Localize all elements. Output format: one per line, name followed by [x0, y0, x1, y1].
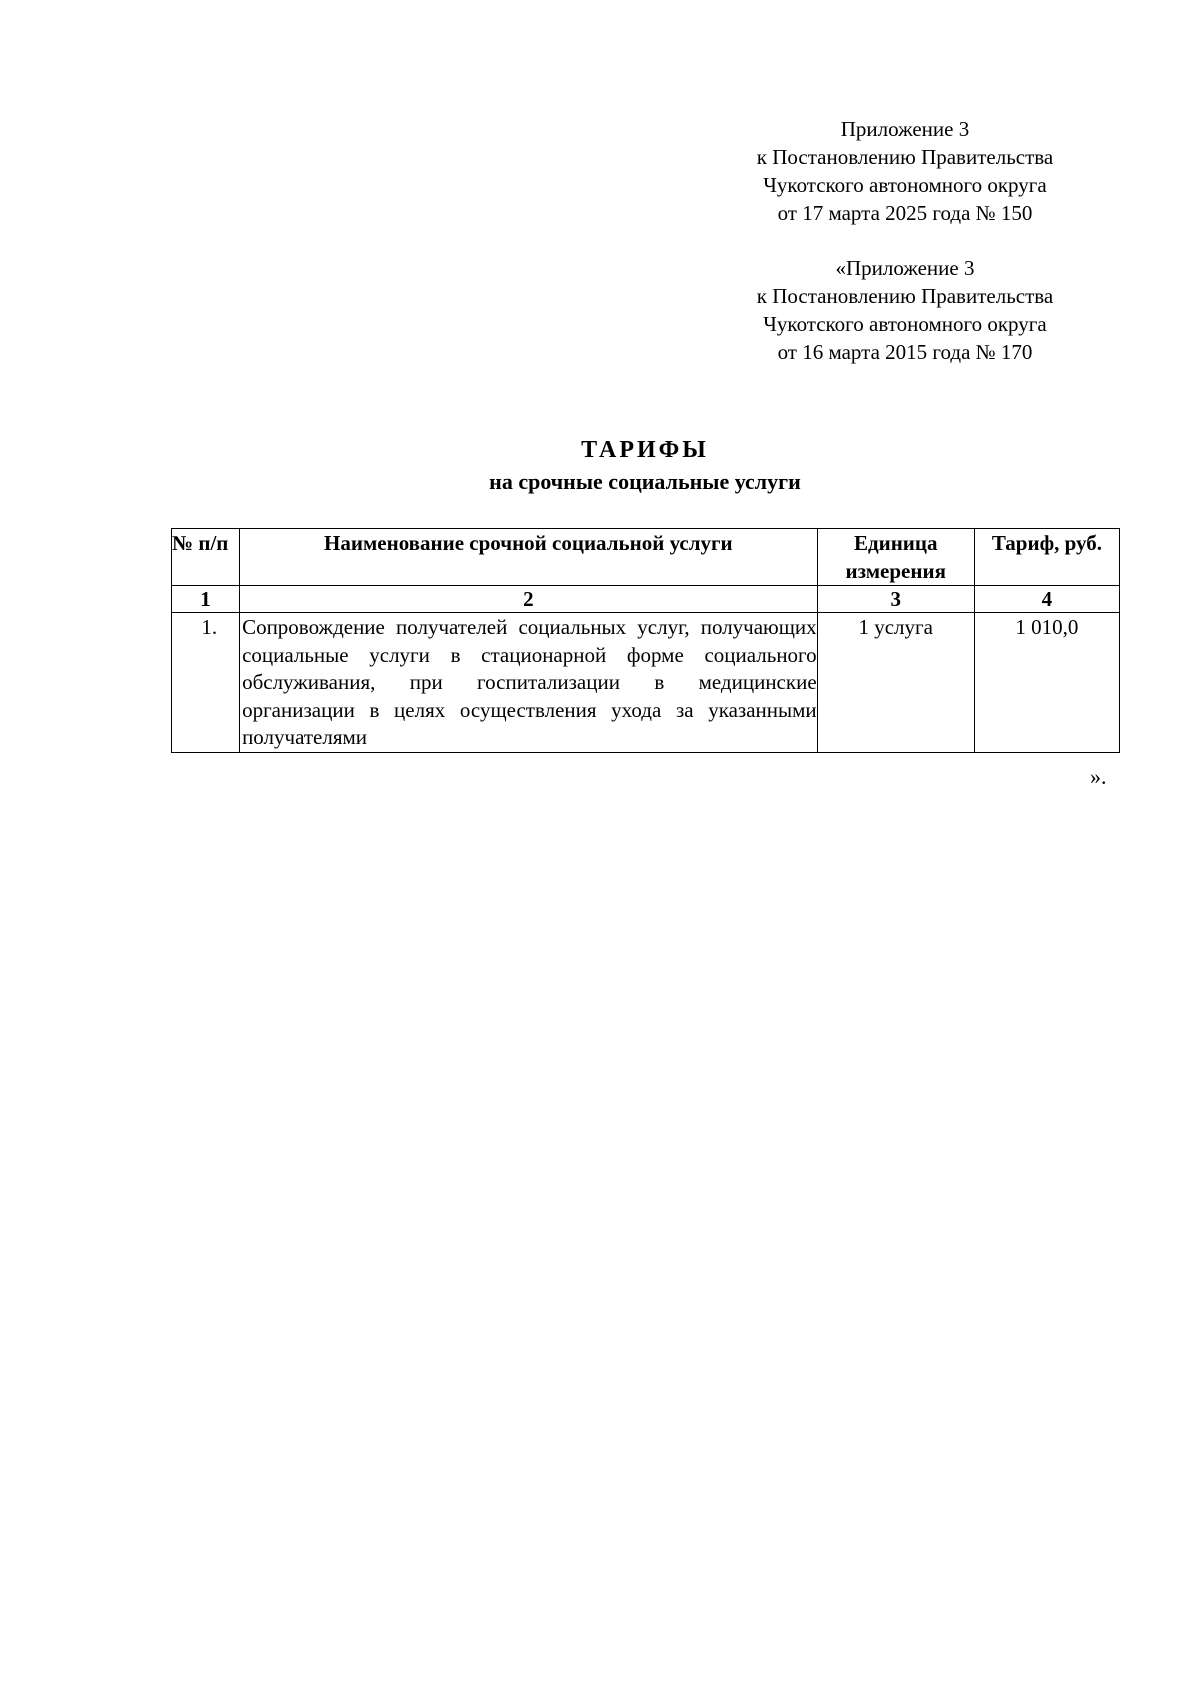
tariffs-table: [171, 528, 1120, 753]
appendix-original-line-1: «Приложение 3: [835, 256, 975, 280]
header-name: Наименование срочной социальной услуги: [240, 529, 818, 586]
column-number: 1: [172, 586, 240, 613]
appendix-current-line-1: Приложение 3: [840, 117, 970, 141]
service-name: Сопровождение получателей социальных услуг, получающих социальные услуги в стационарной форме социального обслуживания, при госпитализации в медицинские организации в целях осуществления ухода за указанными получателями: [240, 613, 818, 753]
column-number: 3: [817, 586, 974, 613]
column-number: 4: [974, 586, 1119, 613]
appendix-current-line-3: Чукотского автономного округа: [763, 173, 1047, 197]
appendix-original-block: [715, 254, 1095, 366]
row-number: 1.: [172, 613, 240, 753]
header-num: № п/п: [172, 529, 240, 586]
appendix-original-line-3: Чукотского автономного округа: [763, 312, 1047, 336]
column-number-row: [172, 586, 1120, 613]
appendix-current-block: [715, 115, 1095, 227]
header-unit: Единица измерения: [817, 529, 974, 586]
document-title: ТАРИФЫ: [581, 437, 709, 463]
appendix-original-line-2: к Постановлению Правительства: [756, 284, 1054, 308]
table-row: [172, 613, 1120, 753]
header-tariff: Тариф, руб.: [974, 529, 1119, 586]
column-number: 2: [240, 586, 818, 613]
appendix-current-line-4: от 17 марта 2025 года № 150: [777, 201, 1033, 225]
document-heading: [0, 433, 1200, 497]
appendix-original-line-4: от 16 марта 2015 года № 170: [777, 340, 1033, 364]
table-header-row: [172, 529, 1120, 586]
service-tariff: 1 010,0: [974, 613, 1119, 753]
document-subtitle: на срочные социальные услуги: [489, 469, 801, 494]
closing-quote-mark: ».: [1090, 764, 1107, 789]
service-unit: 1 услуга: [817, 613, 974, 753]
appendix-current-line-2: к Постановлению Правительства: [756, 145, 1054, 169]
